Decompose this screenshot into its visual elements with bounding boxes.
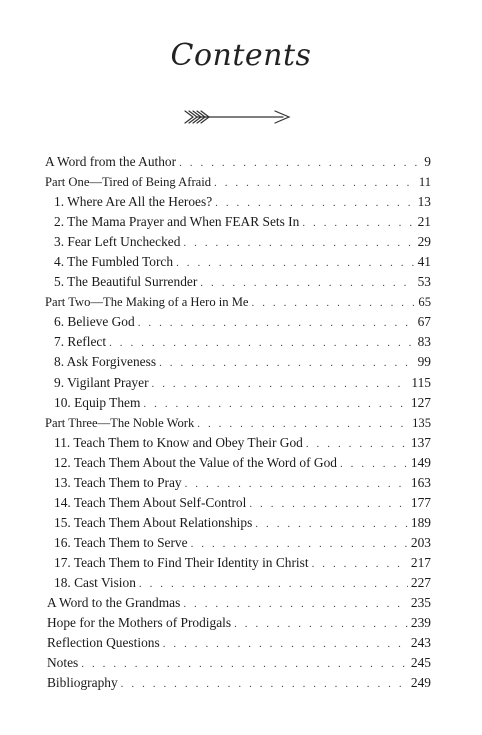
- toc-entry: [45, 312, 431, 332]
- toc-entry: [45, 413, 431, 433]
- toc-entry-page-number: 249: [410, 675, 431, 691]
- toc-entry-page-number: 127: [410, 394, 431, 410]
- dot-leader: [249, 494, 408, 514]
- toc-entry-title: 18. Cast Vision: [54, 574, 136, 590]
- dot-leader: [109, 333, 415, 353]
- toc-entry-page-number: 99: [417, 354, 431, 370]
- toc-entry-title: Reflection Questions: [47, 635, 160, 651]
- dot-leader: [197, 414, 409, 434]
- toc-entry: [45, 633, 431, 653]
- toc-entry-title: 14. Teach Them About Self-Control: [54, 494, 247, 510]
- dot-leader: [81, 654, 408, 674]
- dot-leader: [214, 173, 416, 193]
- toc-entry: [45, 673, 431, 693]
- dot-leader: [255, 514, 408, 534]
- dot-leader: [183, 233, 414, 253]
- toc-entry-title: 11. Teach Them to Know and Obey Their God: [54, 434, 303, 450]
- toc-entry-page-number: 239: [410, 615, 431, 631]
- toc-entry-page-number: 243: [410, 635, 431, 651]
- toc-entry-page-number: 29: [417, 234, 431, 250]
- toc-entry: [45, 352, 431, 372]
- toc-entry-title: 7. Reflect: [54, 334, 107, 350]
- toc-entry-title: 12. Teach Them About the Value of the Word of God: [54, 454, 337, 470]
- table-of-contents: [45, 152, 431, 693]
- toc-entry: [45, 473, 431, 493]
- toc-entry-page-number: 9: [424, 154, 431, 169]
- toc-entry-title: 2. The Mama Prayer and When FEAR Sets In: [54, 214, 300, 230]
- toc-entry: [45, 433, 431, 453]
- toc-entry: [45, 613, 431, 633]
- toc-entry: [45, 292, 431, 312]
- toc-entry: [45, 232, 431, 252]
- toc-entry-page-number: 83: [417, 334, 431, 350]
- toc-entry-title: 1. Where Are All the Heroes?: [54, 194, 213, 210]
- toc-entry: [45, 252, 431, 272]
- toc-entry-title: 17. Teach Them to Find Their Identity in Christ: [54, 554, 309, 570]
- toc-entry-page-number: 135: [412, 415, 431, 430]
- dot-leader: [139, 574, 408, 594]
- toc-entry: [45, 393, 431, 413]
- dot-leader: [176, 253, 415, 273]
- toc-entry-title: 8. Ask Forgiveness: [54, 354, 157, 370]
- toc-entry: [45, 192, 431, 212]
- dot-leader: [121, 674, 408, 694]
- dot-leader: [179, 153, 421, 173]
- toc-entry-title: 10. Equip Them: [54, 394, 141, 410]
- toc-entry-page-number: 53: [417, 274, 431, 290]
- toc-entry: [45, 653, 431, 673]
- toc-entry-page-number: 245: [410, 655, 431, 671]
- toc-entry: [45, 533, 431, 553]
- toc-entry-title: Hope for the Mothers of Prodigals: [47, 615, 232, 631]
- toc-entry: [45, 593, 431, 613]
- arrow-ornament-icon: [183, 108, 295, 126]
- toc-entry-title: 4. The Fumbled Torch: [54, 254, 174, 270]
- toc-entry-page-number: 21: [417, 214, 431, 230]
- toc-entry-page-number: 163: [410, 474, 431, 490]
- dot-leader: [191, 534, 408, 554]
- toc-entry-title: A Word to the Grandmas: [47, 595, 181, 611]
- toc-entry-title: 5. The Beautiful Surrender: [54, 274, 198, 290]
- toc-entry-title: Part One—Tired of Being Afraid: [45, 175, 212, 190]
- dot-leader: [163, 634, 408, 654]
- toc-entry-title: 9. Vigilant Prayer: [54, 374, 149, 390]
- toc-entry-page-number: 177: [410, 494, 431, 510]
- toc-entry-page-number: 41: [417, 254, 431, 270]
- dot-leader: [252, 293, 416, 313]
- toc-entry-title: Bibliography: [47, 675, 118, 691]
- dot-leader: [312, 554, 408, 574]
- toc-entry: [45, 553, 431, 573]
- dot-leader: [185, 474, 408, 494]
- dot-leader: [159, 353, 415, 373]
- toc-entry-title: 3. Fear Left Unchecked: [54, 234, 181, 250]
- toc-entry-page-number: 217: [410, 554, 431, 570]
- dot-leader: [152, 374, 409, 394]
- dot-leader: [183, 594, 408, 614]
- dot-leader: [143, 394, 407, 414]
- toc-entry-page-number: 65: [418, 295, 431, 310]
- toc-entry: [45, 453, 431, 473]
- toc-entry-title: 16. Teach Them to Serve: [54, 534, 188, 550]
- toc-entry-title: Notes: [47, 655, 79, 671]
- toc-entry-title: 6. Believe God: [54, 314, 135, 330]
- dot-leader: [306, 434, 408, 454]
- toc-entry-page-number: 67: [417, 314, 431, 330]
- dot-leader: [234, 614, 408, 634]
- toc-entry-page-number: 137: [410, 434, 431, 450]
- page-title: Contents: [170, 38, 312, 73]
- toc-entry-title: A Word from the Author: [45, 154, 177, 169]
- toc-entry-page-number: 189: [410, 514, 431, 530]
- toc-entry: [45, 332, 431, 352]
- dot-leader: [215, 193, 414, 213]
- toc-entry-page-number: 203: [410, 534, 431, 550]
- toc-entry: [45, 373, 431, 393]
- toc-entry: [45, 272, 431, 292]
- dot-leader: [340, 454, 408, 474]
- toc-entry-page-number: 115: [411, 374, 431, 390]
- toc-entry: [45, 513, 431, 533]
- toc-entry-title: 15. Teach Them About Relationships: [54, 514, 253, 530]
- toc-entry: [45, 212, 431, 232]
- toc-entry-title: Part Two—The Making of a Hero in Me: [45, 295, 249, 310]
- toc-entry: [45, 172, 431, 192]
- dot-leader: [302, 213, 414, 233]
- toc-entry-page-number: 235: [410, 595, 431, 611]
- toc-entry-page-number: 11: [418, 175, 431, 190]
- toc-entry-title: 13. Teach Them to Pray: [54, 474, 182, 490]
- toc-entry-page-number: 149: [410, 454, 431, 470]
- dot-leader: [138, 313, 415, 333]
- toc-entry-page-number: 13: [417, 194, 431, 210]
- toc-entry-page-number: 227: [410, 574, 431, 590]
- dot-leader: [200, 273, 414, 293]
- toc-entry-title: Part Three—The Noble Work: [45, 415, 195, 430]
- toc-entry: [45, 573, 431, 593]
- toc-entry: [45, 152, 431, 172]
- toc-entry: [45, 493, 431, 513]
